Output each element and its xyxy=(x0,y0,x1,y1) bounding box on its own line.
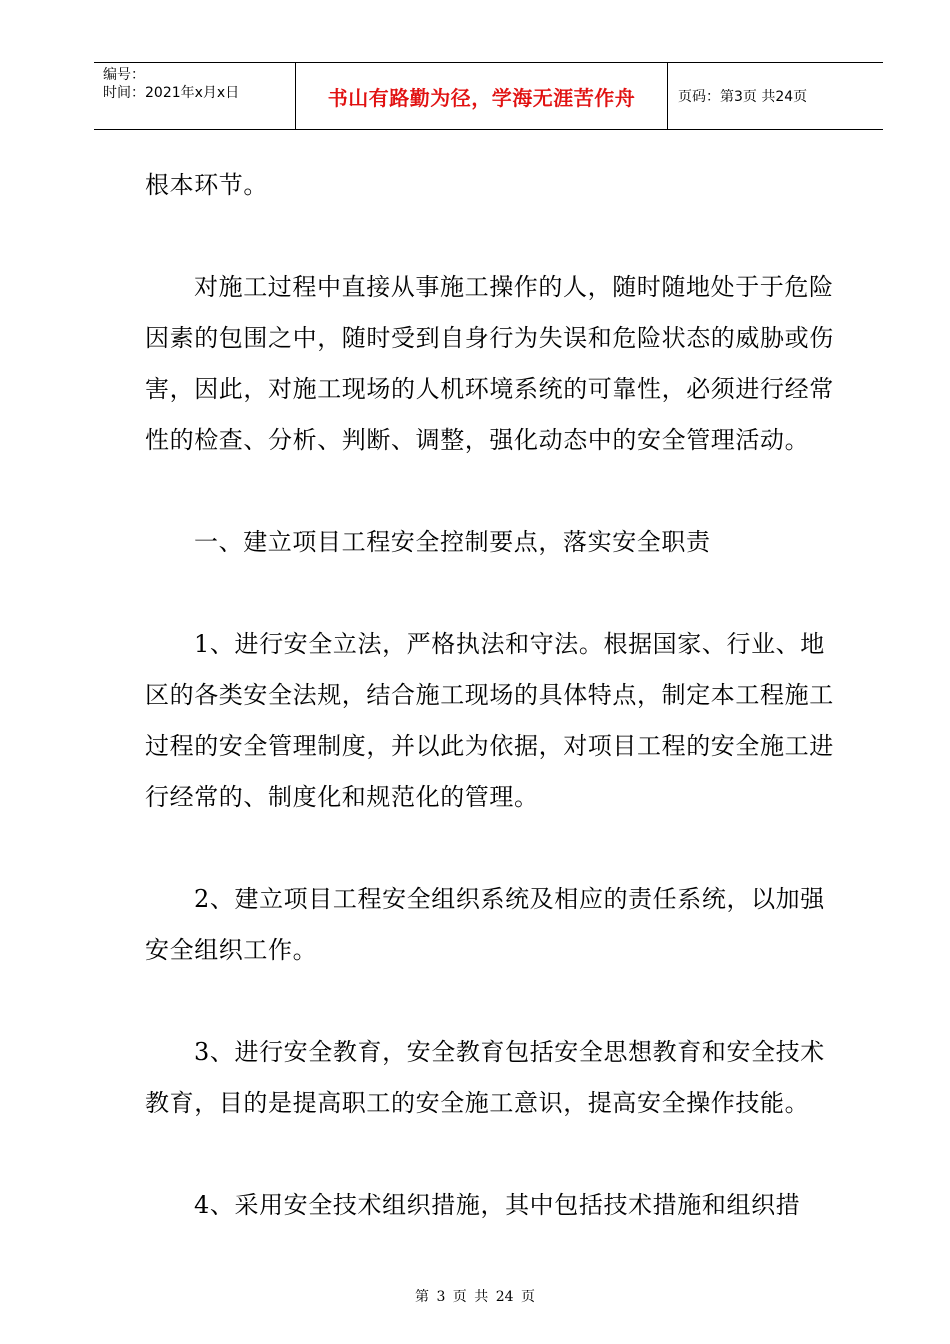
section-heading: 一、建立项目工程安全控制要点，落实安全职责 xyxy=(194,528,711,556)
header-meta xyxy=(94,63,295,129)
page-footer: 第 3 页 共 24 页 xyxy=(415,1289,535,1305)
header-time-label: 时间：2021年x月x日 xyxy=(103,85,240,101)
document-header xyxy=(94,62,883,130)
list-item-2: 2、建立项目工程安全组织系统及相应的责任系统，以加强安全组织工作。 xyxy=(145,885,825,964)
list-item-1: 1、进行安全立法，严格执法和守法。根据国家、行业、地区的各类安全法规，结合施工现场的具体特点，制定本工程施工过程的安全管理制度，并以此为依据，对项目工程的安全施工进行经常的、制度化和规范化的管理。 xyxy=(145,630,834,811)
header-page-code: 页码：第3页 共24页 xyxy=(678,89,808,105)
paragraph-continuation: 根本环节。 xyxy=(145,171,268,199)
paragraph-intro: 对施工过程中直接从事施工操作的人，随时随地处于于危险因素的包围之中，随时受到自身行为失误和危险状态的威胁或伤害，因此，对施工现场的人机环境系统的可靠性，必须进行经常性的检查、分析、判断、调整，强化动态中的安全管理活动。 xyxy=(145,273,834,454)
list-item-3: 3、进行安全教育，安全教育包括安全思想教育和安全技术教育，目的是提高职工的安全施工意识，提高安全操作技能。 xyxy=(145,1038,825,1117)
header-number-label: 编号： xyxy=(103,67,145,83)
header-motto: 书山有路勤为径，学海无涯苦作舟 xyxy=(295,63,668,129)
document-body xyxy=(145,160,845,1231)
list-item-4: 4、采用安全技术组织措施，其中包括技术措施和组织措 xyxy=(194,1191,801,1219)
